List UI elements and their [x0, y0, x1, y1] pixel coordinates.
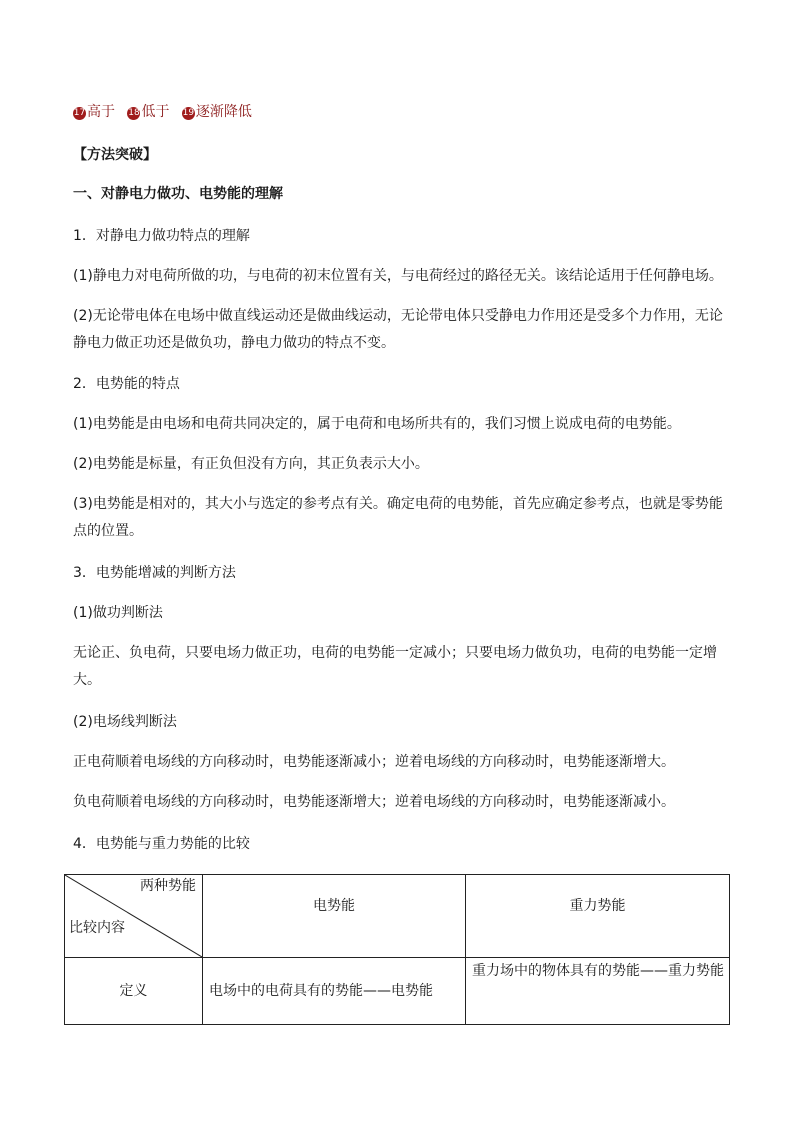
- section1-title: 一、对静电力做功、电势能的理解: [73, 186, 283, 202]
- point1-item2-line1: (2)无论带电体在电场中做直线运动还是做曲线运动，无论带电体只受静电力作用还是受多个力作用，无论: [73, 308, 723, 324]
- corner-bottom-label: 比较内容: [69, 920, 125, 936]
- point1-item1: (1)静电力对电荷所做的功，与电荷的初末位置有关，与电荷经过的路径无关。该结论适用于任何静电场。: [73, 268, 723, 284]
- section-heading: 【方法突破】: [73, 147, 157, 163]
- definition-electric: 电场中的电荷具有的势能——电势能: [203, 958, 466, 1025]
- comparison-table: [64, 874, 730, 1025]
- point3-method1-line2: 大。: [73, 672, 101, 688]
- answer-19: 逐渐降低: [195, 104, 252, 120]
- point3-method2-line2: 负电荷顺着电场线的方向移动时，电势能逐渐增大；逆着电场线的方向移动时，电势能逐渐减小。: [73, 794, 675, 810]
- answer-17: 高于: [87, 104, 115, 120]
- point4-title: 4．电势能与重力势能的比较: [73, 836, 250, 852]
- table-row: [65, 958, 730, 1025]
- circled-number-19: 19: [182, 108, 195, 118]
- point1-item2-line2: 静电力做正功还是做负功，静电力做功的特点不变。: [73, 335, 395, 351]
- point1-title: 1．对静电力做功特点的理解: [73, 228, 250, 244]
- point2-item3-line2: 点的位置。: [73, 523, 143, 539]
- table-header-row: [65, 875, 730, 958]
- header-electric-potential-energy: 电势能: [203, 875, 466, 958]
- point2-title: 2．电势能的特点: [73, 376, 180, 392]
- point3-method1: (1)做功判断法: [73, 605, 163, 621]
- answer-18: 低于: [141, 104, 170, 120]
- point3-method1-line1: 无论正、负电荷，只要电场力做正功，电荷的电势能一定减小；只要电场力做负功，电荷的电势能一定增: [73, 645, 717, 661]
- point3-title: 3．电势能增减的判断方法: [73, 565, 236, 581]
- corner-top-label: 两种势能: [140, 878, 196, 894]
- circled-number-17: 17: [73, 108, 86, 118]
- header-gravitational-potential-energy: 重力势能: [466, 875, 730, 958]
- point2-item1: (1)电势能是由电场和电荷共同决定的，属于电荷和电场所共有的，我们习惯上说成电荷的电势能。: [73, 416, 681, 432]
- answer-line: [73, 102, 252, 122]
- point2-item3-line1: (3)电势能是相对的，其大小与选定的参考点有关。确定电荷的电势能，首先应确定参考点，也就是零势能: [73, 496, 723, 512]
- table-corner-cell: [65, 875, 203, 958]
- circled-number-18: 18: [128, 108, 140, 118]
- point3-method2-line1: 正电荷顺着电场线的方向移动时，电势能逐渐减小；逆着电场线的方向移动时，电势能逐渐增大。: [73, 754, 675, 770]
- point2-item2: (2)电势能是标量，有正负但没有方向，其正负表示大小。: [73, 456, 429, 472]
- row-label-definition: 定义: [65, 958, 203, 1025]
- point3-method2: (2)电场线判断法: [73, 714, 177, 730]
- definition-gravitational: 重力场中的物体具有的势能——重力势能: [466, 958, 730, 1025]
